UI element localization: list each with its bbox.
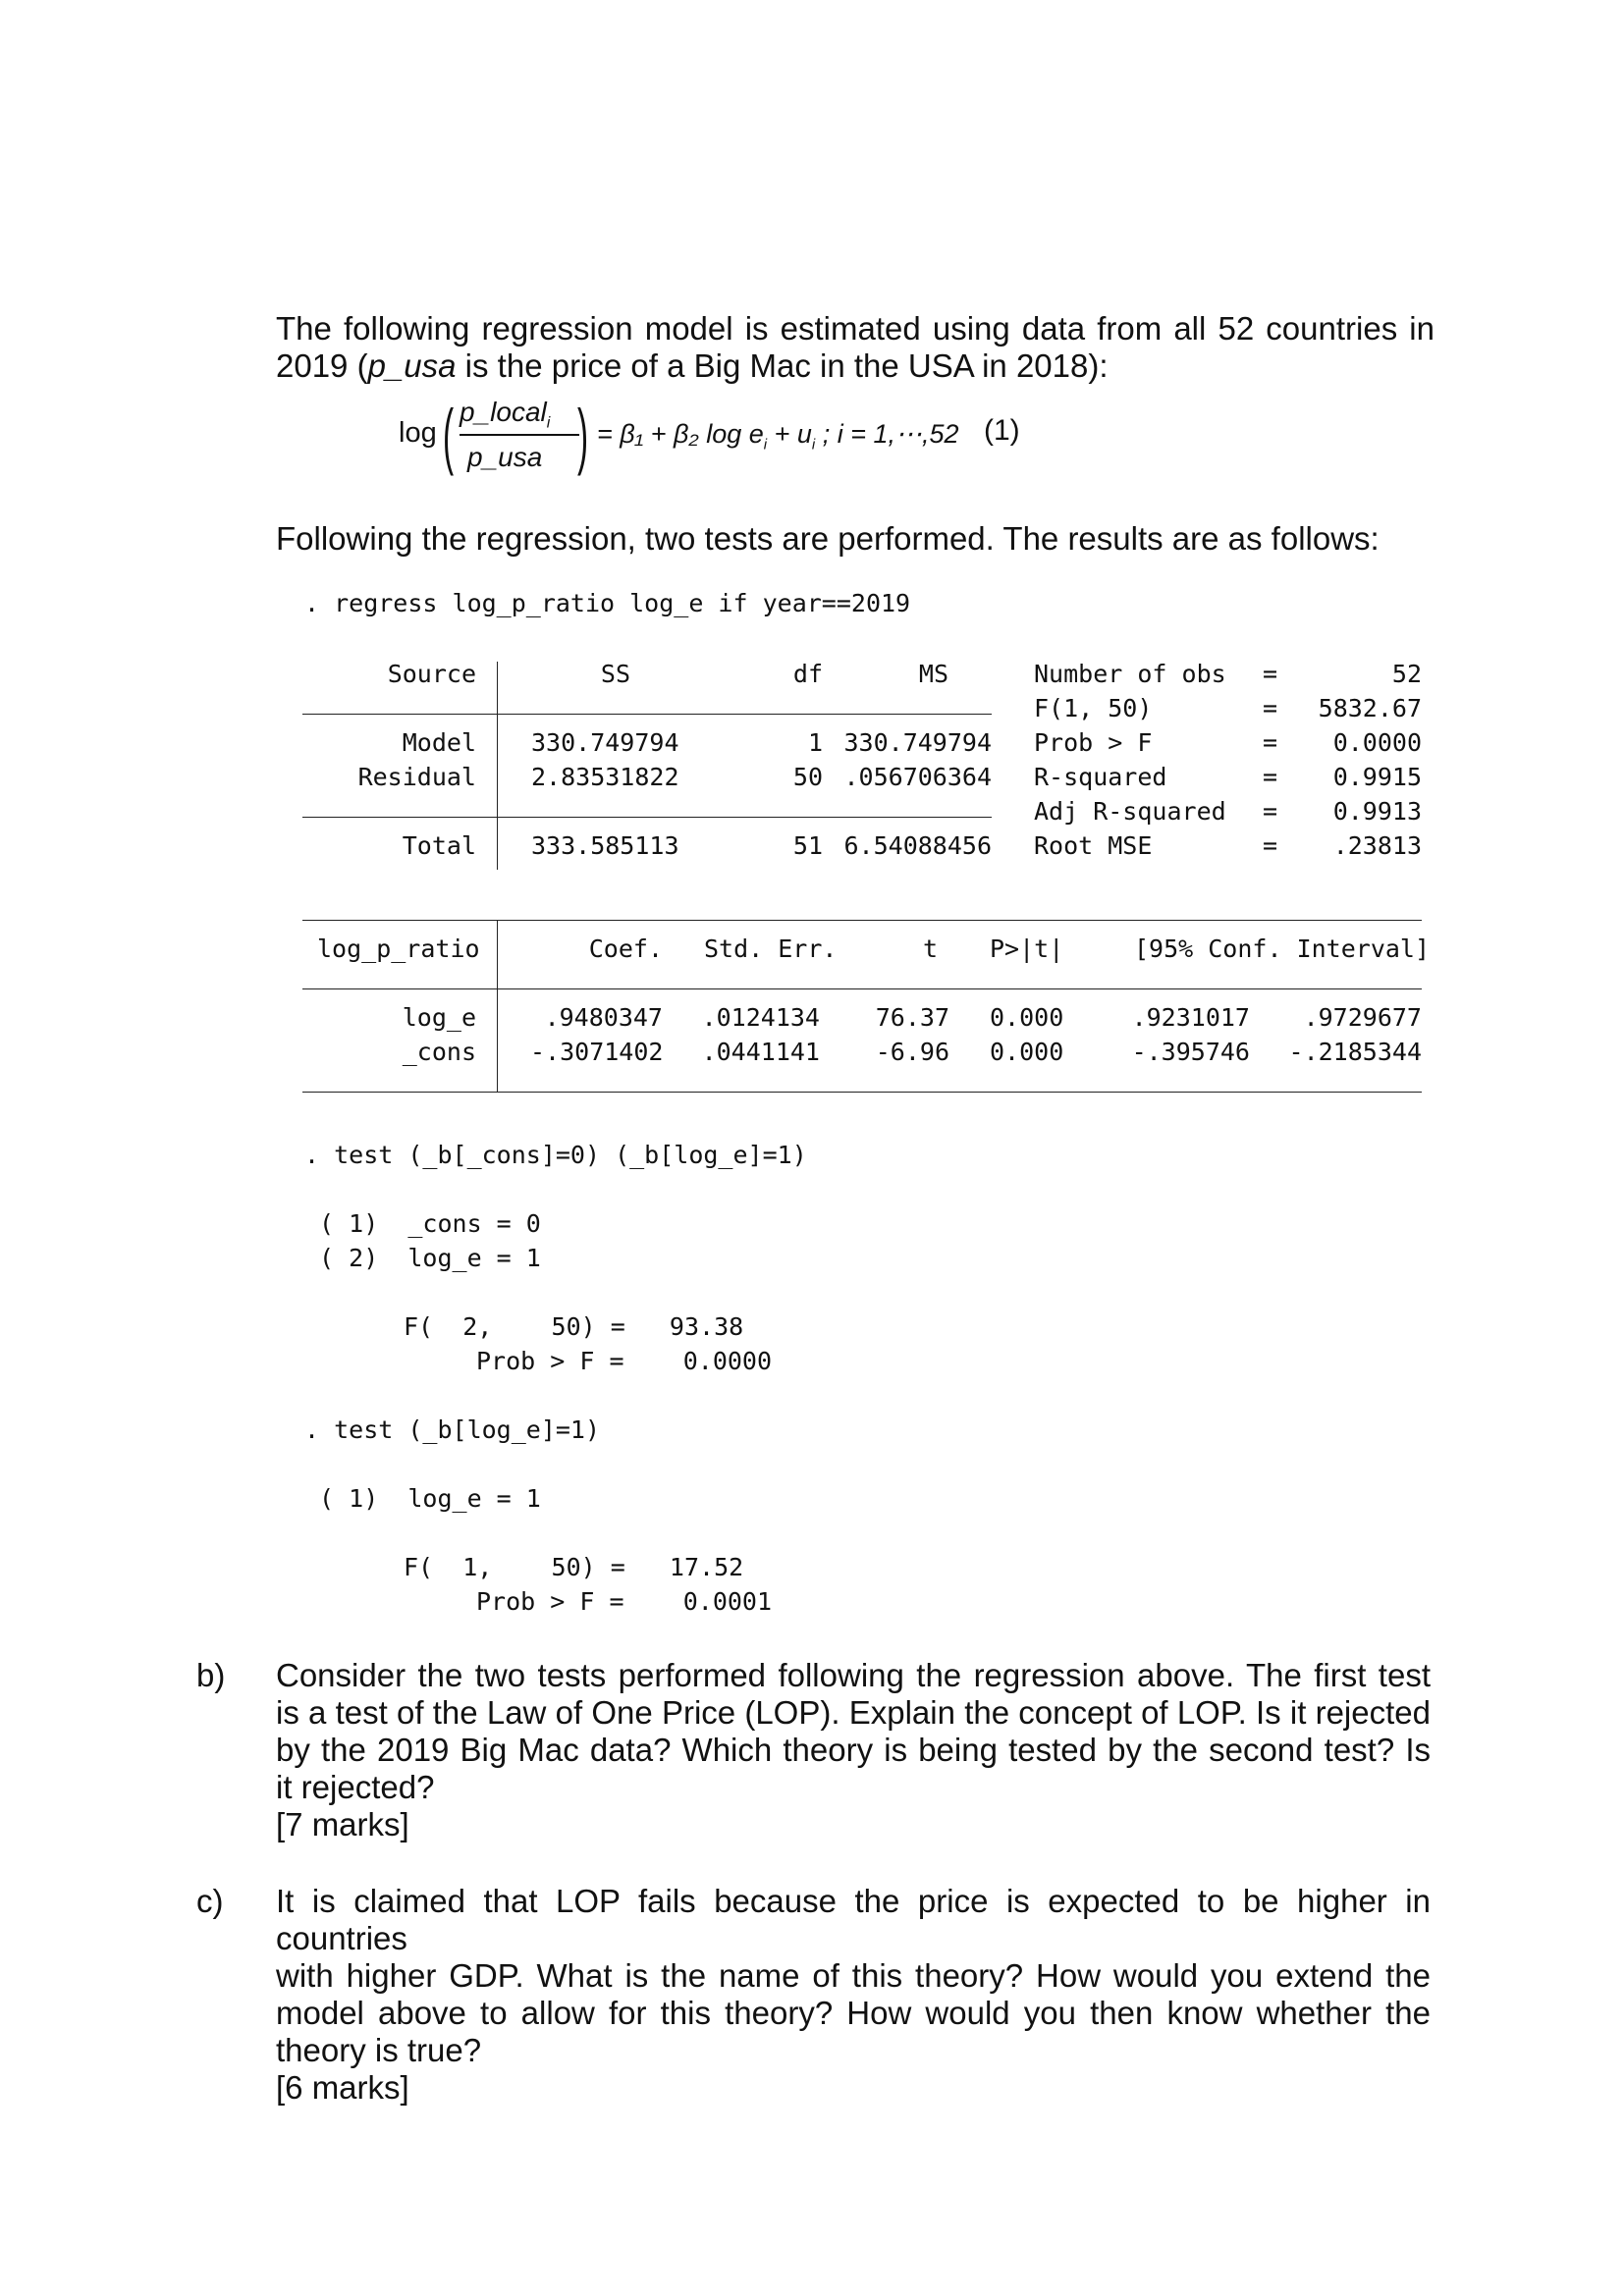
coef-row-log-e-se: .0124134 bbox=[701, 1003, 820, 1032]
stat-value-adj-r-squared: 0.9913 bbox=[1332, 797, 1422, 826]
anova-header-ms: MS bbox=[918, 660, 948, 688]
stat-eq-prob-f: = bbox=[1263, 728, 1278, 757]
question-c-line-2: with higher GDP. What is the name of this theory? How would you extend the bbox=[276, 1957, 1431, 1994]
question-c-line-1: It is claimed that LOP fails because the price is expected to be higher in countries bbox=[276, 1883, 1431, 1956]
coef-header-ci: [95% Conf. Interval] bbox=[1134, 934, 1431, 963]
test-2-prob: Prob > F = 0.0001 bbox=[476, 1587, 773, 1616]
stat-label-f: F(1, 50) bbox=[1034, 694, 1153, 722]
question-b-line-4: it rejected? bbox=[276, 1769, 435, 1805]
intro-line-2 bbox=[276, 347, 1435, 385]
stat-value-prob-f: 0.0000 bbox=[1332, 728, 1422, 757]
equation-denominator: p_usa bbox=[467, 442, 543, 472]
stat-label-prob-f: Prob > F bbox=[1034, 728, 1153, 757]
test-1-constraint-1: ( 1) _cons = 0 bbox=[304, 1209, 541, 1238]
test-1-prob: Prob > F = 0.0000 bbox=[476, 1347, 773, 1375]
anova-row-total-source: Total bbox=[402, 831, 476, 860]
stat-label-r-squared: R-squared bbox=[1034, 763, 1167, 791]
question-c-text bbox=[276, 1883, 1431, 2107]
coef-row-log-e-t: 76.37 bbox=[875, 1003, 949, 1032]
question-c-line-4: theory is true? bbox=[276, 2032, 482, 2068]
equation-fraction-bar bbox=[460, 434, 579, 436]
intro-line-2-pre: 2019 ( bbox=[276, 347, 368, 384]
question-b-label: b) bbox=[196, 1657, 226, 1693]
coef-row-log-e-ci-lo: .9231017 bbox=[1131, 1003, 1250, 1032]
coef-row-cons-t: -6.96 bbox=[875, 1038, 949, 1066]
stat-eq-f: = bbox=[1263, 694, 1278, 722]
test-2-command: . test (_b[log_e]=1) bbox=[304, 1415, 601, 1444]
question-b-text bbox=[276, 1657, 1431, 1843]
test-1-command: . test (_b[_cons]=0) (_b[log_e]=1) bbox=[304, 1141, 807, 1169]
anova-header-ss: SS bbox=[600, 660, 630, 688]
question-c-line-3: model above to allow for this theory? How would you then know whether the bbox=[276, 1995, 1431, 2031]
coef-rule-middle bbox=[302, 988, 1422, 989]
anova-row-residual-ss: 2.83531822 bbox=[531, 763, 679, 791]
anova-header-source: Source bbox=[387, 660, 476, 688]
anova-row-model-ms: 330.749794 bbox=[843, 728, 992, 757]
coef-row-log-e-coef: .9480347 bbox=[544, 1003, 663, 1032]
anova-row-residual-df: 50 bbox=[792, 763, 823, 791]
anova-rule-top bbox=[302, 714, 992, 715]
question-c-marks: [6 marks] bbox=[276, 2069, 409, 2106]
anova-vertical-divider bbox=[497, 662, 498, 870]
anova-row-model-ss: 330.749794 bbox=[531, 728, 679, 757]
coef-row-log-e-ci-hi: .9729677 bbox=[1303, 1003, 1422, 1032]
coef-row-cons-var: _cons bbox=[402, 1038, 476, 1066]
test-2-constraint-1: ( 1) log_e = 1 bbox=[304, 1484, 541, 1513]
coef-row-cons-coef: -.3071402 bbox=[530, 1038, 664, 1066]
equation-number: (1) bbox=[984, 414, 1020, 447]
stat-value-nobs: 52 bbox=[1391, 660, 1422, 688]
coef-header-p: P>|t| bbox=[990, 934, 1064, 963]
stat-eq-adj-r-squared: = bbox=[1263, 797, 1278, 826]
stat-label-adj-r-squared: Adj R-squared bbox=[1034, 797, 1226, 826]
intro-line-2-post: is the price of a Big Mac in the USA in 2018): bbox=[456, 347, 1109, 384]
coef-row-cons-ci-hi: -.2185344 bbox=[1288, 1038, 1422, 1066]
test-1-constraint-2: ( 2) log_e = 1 bbox=[304, 1244, 541, 1272]
intro-variable-p-usa: p_usa bbox=[367, 347, 457, 384]
coef-row-log-e-p: 0.000 bbox=[990, 1003, 1064, 1032]
question-b-marks: [7 marks] bbox=[276, 1806, 409, 1842]
stat-eq-r-squared: = bbox=[1263, 763, 1278, 791]
coef-row-cons-se: .0441141 bbox=[701, 1038, 820, 1066]
coef-header-depvar: log_p_ratio bbox=[317, 934, 480, 963]
anova-row-model-source: Model bbox=[402, 728, 476, 757]
question-b-line-3: by the 2019 Big Mac data? Which theory is being tested by the second test? Is bbox=[276, 1732, 1431, 1768]
stat-value-f: 5832.67 bbox=[1318, 694, 1422, 722]
coef-row-cons-p: 0.000 bbox=[990, 1038, 1064, 1066]
question-b-line-2: is a test of the Law of One Price (LOP). Explain the concept of LOP. Is it rejected bbox=[276, 1694, 1431, 1731]
question-c-label: c) bbox=[196, 1883, 224, 1919]
anova-row-total-ss: 333.585113 bbox=[531, 831, 679, 860]
intro-paragraph bbox=[276, 310, 1435, 385]
coef-header-t: t bbox=[922, 934, 938, 963]
followup-sentence: Following the regression, two tests are performed. The results are as follows: bbox=[276, 520, 1380, 557]
question-b-line-1: Consider the two tests performed following the regression above. The first test bbox=[276, 1657, 1431, 1693]
anova-row-total-df: 51 bbox=[792, 831, 823, 860]
stat-eq-root-mse: = bbox=[1263, 831, 1278, 860]
stat-value-root-mse: .23813 bbox=[1332, 831, 1422, 860]
coef-vertical-divider bbox=[497, 920, 498, 1092]
coef-rule-top bbox=[302, 920, 1422, 921]
coef-header-se: Std. Err. bbox=[704, 934, 838, 963]
equation-right-paren: ) bbox=[577, 395, 589, 476]
equation-left-paren: ( bbox=[443, 395, 455, 476]
coef-row-cons-ci-lo: -.395746 bbox=[1131, 1038, 1250, 1066]
regress-command: . regress log_p_ratio log_e if year==2019 bbox=[304, 589, 911, 617]
anova-row-total-ms: 6.54088456 bbox=[843, 831, 992, 860]
coef-row-log-e-var: log_e bbox=[402, 1003, 476, 1032]
intro-line-1: The following regression model is estimated using data from all 52 countries in bbox=[276, 310, 1435, 347]
anova-row-model-df: 1 bbox=[807, 728, 823, 757]
equation-rhs: = β₁ + β₂ $\log e_i + u_i$ ; i = 1,⋯,52 bbox=[597, 419, 959, 454]
anova-rule-bottom bbox=[302, 817, 992, 818]
anova-row-residual-source: Residual bbox=[357, 763, 476, 791]
stat-label-nobs: Number of obs bbox=[1034, 660, 1226, 688]
stat-eq-nobs: = bbox=[1263, 660, 1278, 688]
coef-header-coef: Coef. bbox=[588, 934, 663, 963]
stat-label-root-mse: Root MSE bbox=[1034, 831, 1153, 860]
test-2-f-statistic: F( 1, 50) = 17.52 bbox=[404, 1553, 744, 1581]
stat-value-r-squared: 0.9915 bbox=[1332, 763, 1422, 791]
anova-header-df: df bbox=[792, 660, 823, 688]
equation-log: log bbox=[399, 417, 437, 449]
equation-numerator: p_local$_i$ bbox=[460, 397, 551, 432]
anova-row-residual-ms: .056706364 bbox=[843, 763, 992, 791]
coef-rule-bottom bbox=[302, 1092, 1422, 1093]
test-1-f-statistic: F( 2, 50) = 93.38 bbox=[404, 1312, 744, 1341]
